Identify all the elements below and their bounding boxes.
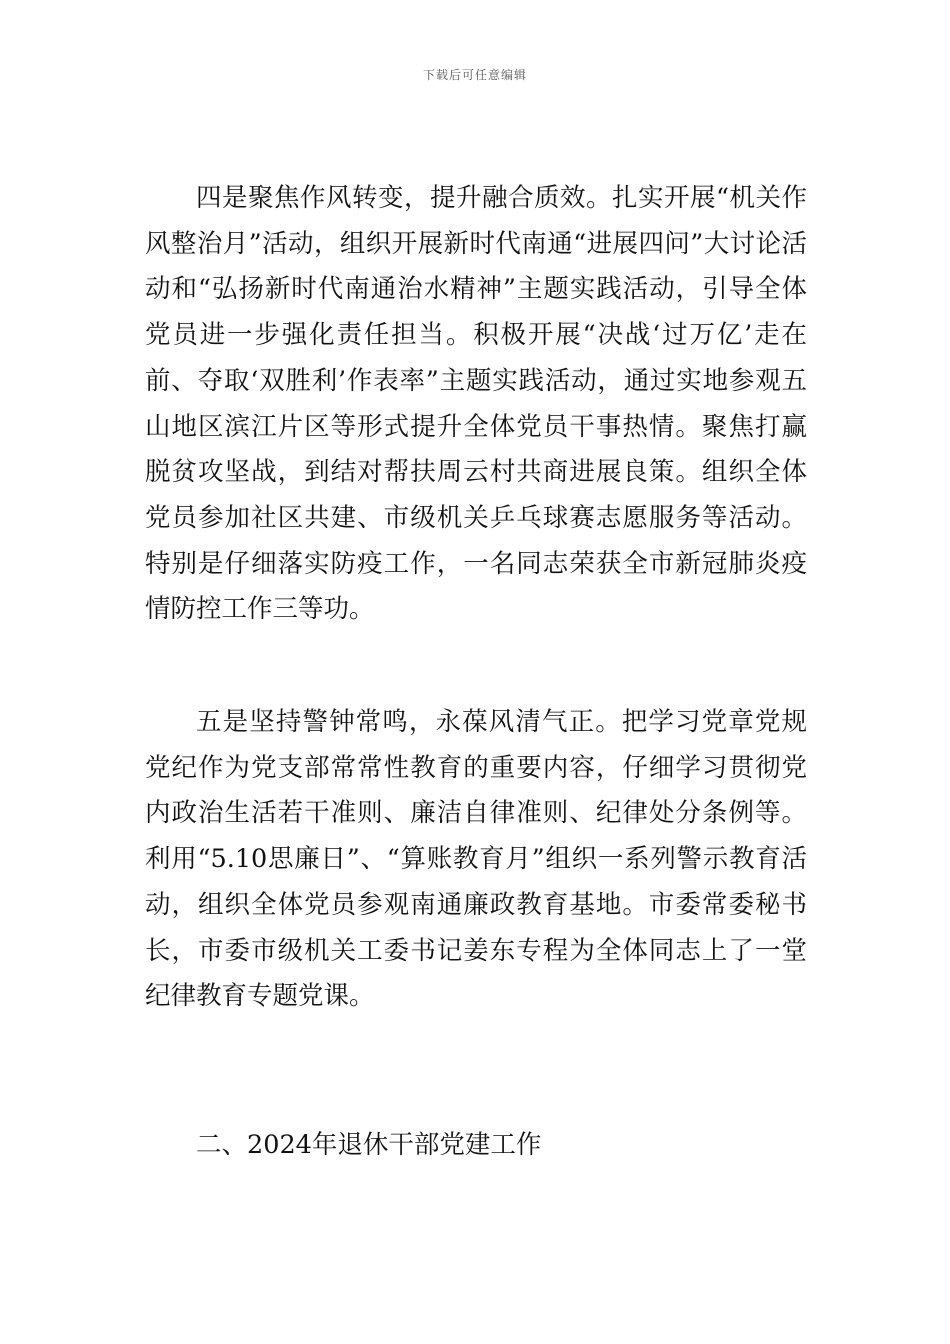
paragraph-warning-education: 五是坚持警钟常鸣，永葆风清气正。把学习党章党规党纪作为党支部常常性教育的重要内容，仔细学习贯彻党内政治生活若干准则、廉洁自律准则、纪律处分条例等。利用“5.10思廉日”、“算账教育月”组织一系列警示教育活动，组织全体党员参观南通廉政教育基地。市委常委秘书长，市委市级机关工委书记姜东专程为全体同志上了一堂纪律教育专题党课。 [145,707,807,1012]
paragraph-focus-work-style: 四是聚焦作风转变，提升融合质效。扎实开展“机关作风整治月”活动，组织开展新时代南通“进展四问”大讨论活动和“弘扬新时代南通治水精神”主题实践活动，引导全体党员进一步强化责任担当。积极开展“决战‘过万亿’走在前、夺取‘双胜利’作表率”主题实践活动，通过实地参观五山地区滨江片区等形式提升全体党员干事热情。聚焦打赢脱贫攻坚战，到结对帮扶周云村共商进展良策。组织全体党员参加社区共建、市级机关乒乓球赛志愿服务等活动。特别是仔细落实防疫工作，一名同志荣获全市新冠肺炎疫情防控工作三等功。 [145,183,807,625]
section-heading: 二、2024年退休干部党建工作 [196,1130,542,1160]
page-header-note: 下载后可任意编辑 [422,68,527,82]
